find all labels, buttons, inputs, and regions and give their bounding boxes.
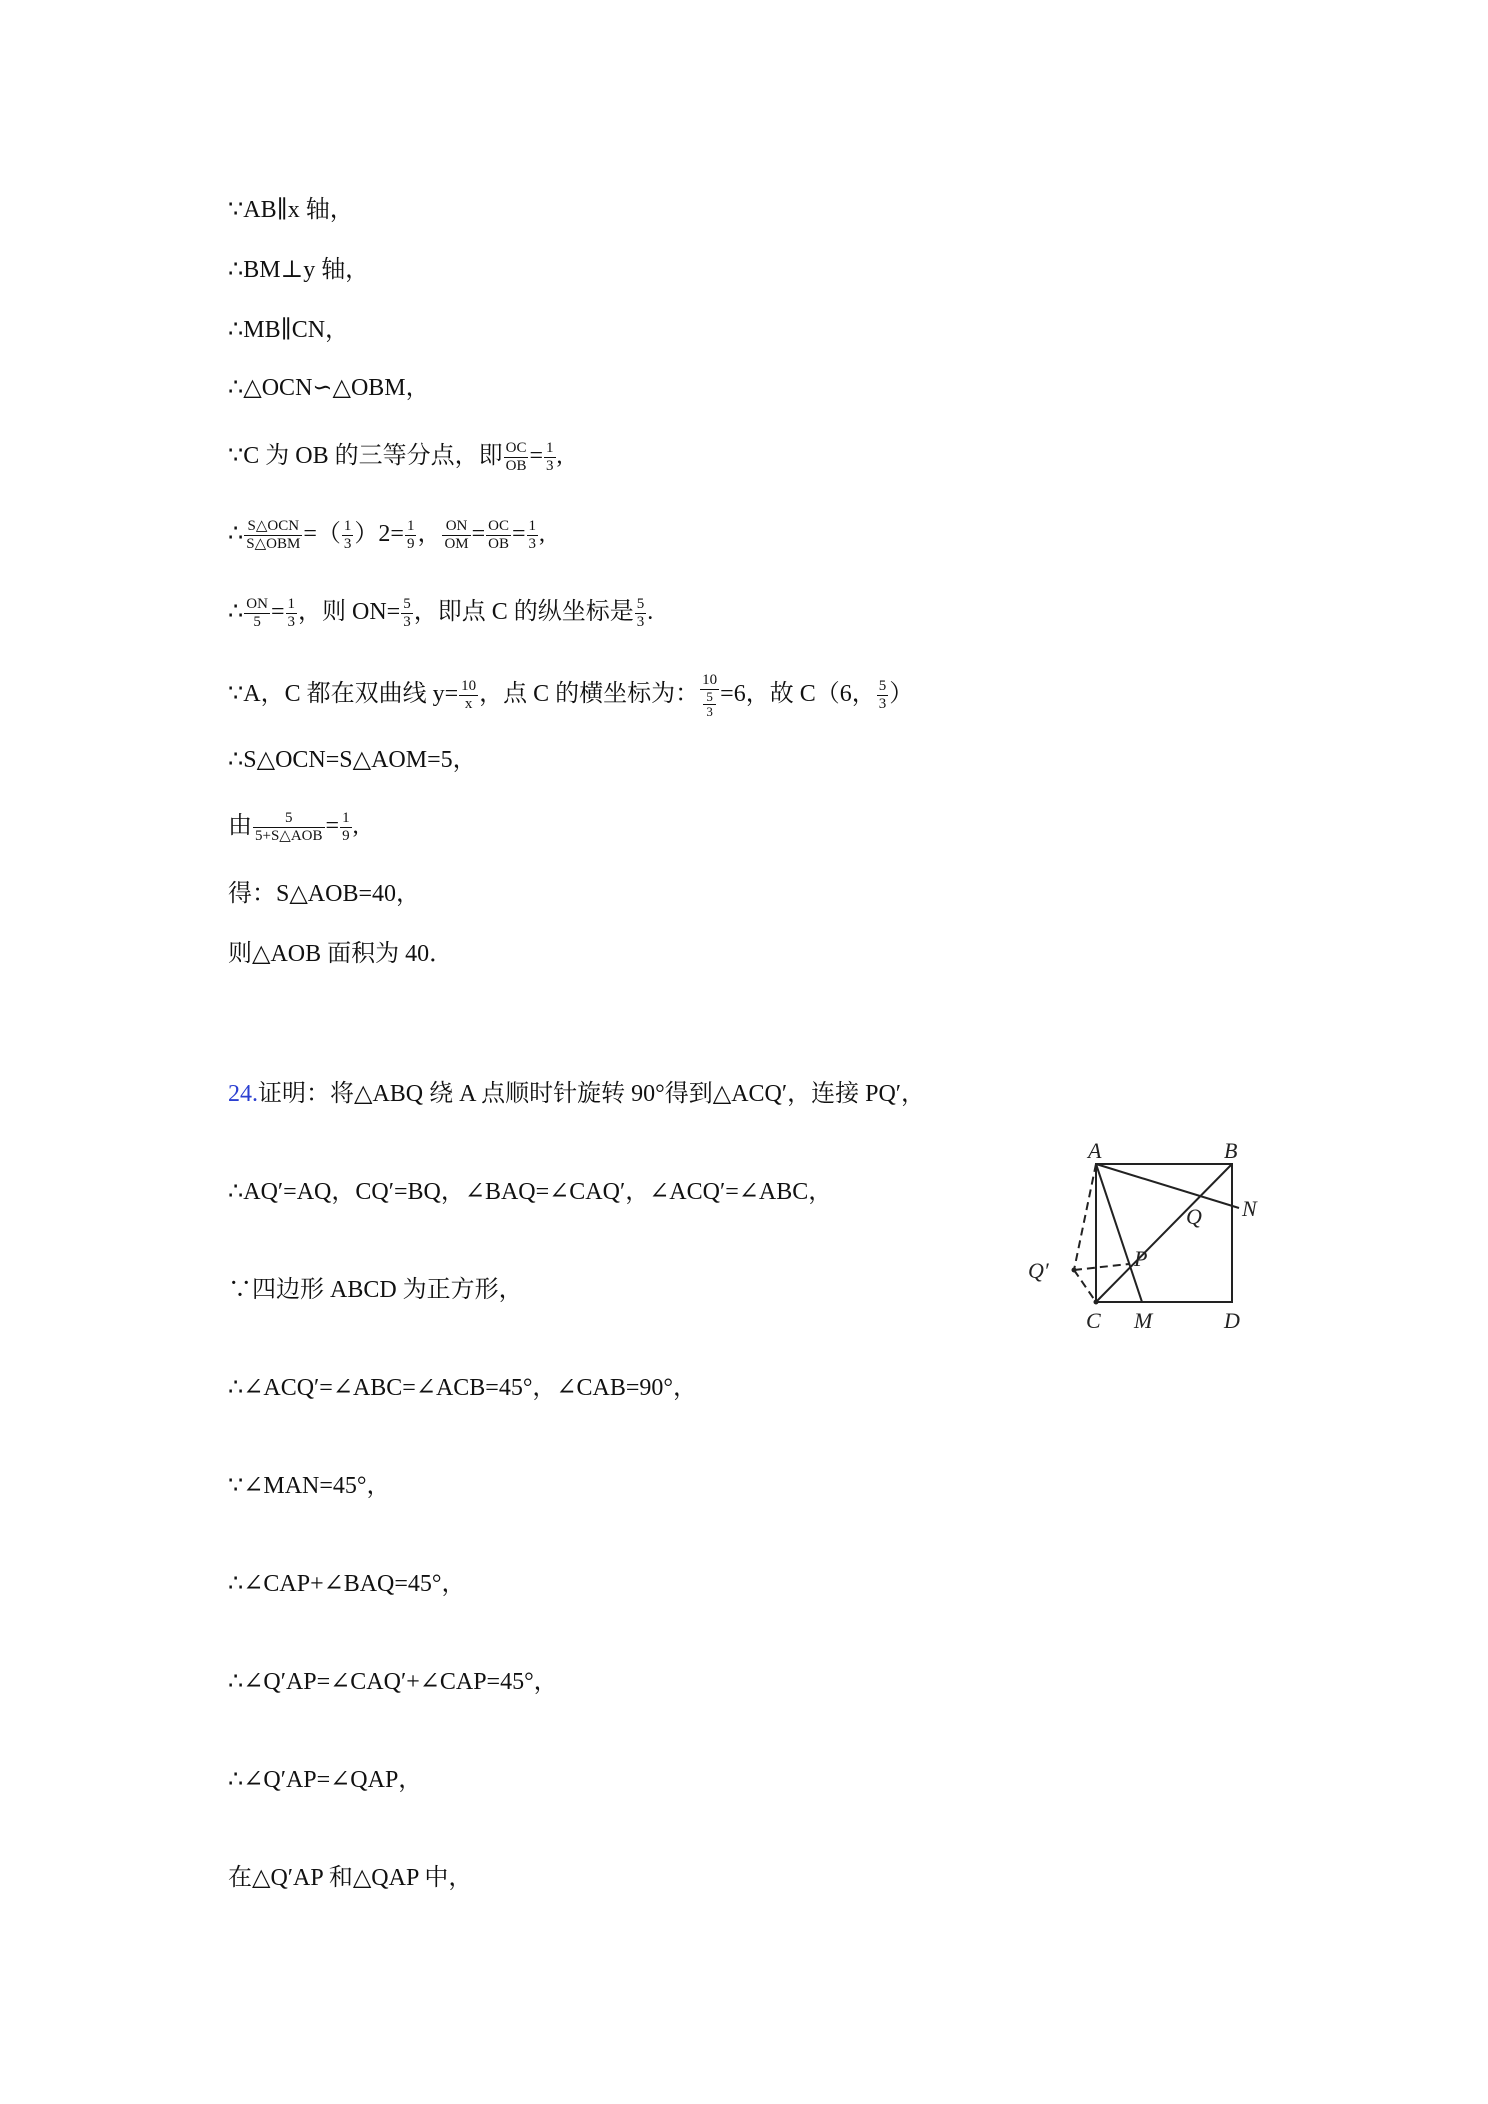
problem-24-heading: 24.证明：将△ABQ 绕 A 点顺时针旋转 90°得到△ACQ′，连接 PQ′， [228,1081,926,1107]
fraction: $\frac{5}{\text{5+S△AOB}}$ [255,809,323,844]
square-geometry-figure [1010,1140,1280,1350]
fraction: $\frac{1}{3}$ [528,517,537,552]
label-b: B [1224,1140,1238,1163]
proof-line-29: ∴∠CAP+∠BAQ=45°， [228,1571,466,1597]
fraction: $\frac{5}{3}$ [636,595,645,630]
label-q-prime: Q′ [1028,1258,1049,1283]
proof-line-3: ∴MB∥CN， [228,317,350,343]
text: ∵C 为 OB 的三等分点，即 [228,443,503,469]
fraction: $\frac{1}{3}$ [546,439,554,474]
proof-line-2: ∴BM⊥y 轴， [228,257,370,283]
label-c: C [1086,1308,1101,1333]
proof-line-7: ∴ $\frac{ON}{5}$ = $\frac{1}{3}$ ，则 ON= $\frac{5}{3}$ ，即点 C 的纵坐标是 $\frac{5}{3}$ . [228,595,654,630]
proof-line-32: 在△Q′AP 和△QAP 中， [228,1865,473,1891]
label-a: A [1088,1140,1102,1163]
proof-line-26: ∵四边形 ABCD 为正方形， [228,1277,523,1303]
label-n: N [1242,1196,1257,1221]
point-q-prime [1072,1268,1077,1273]
proof-line-5: ∵C 为 OB 的三等分点，即 $\frac{OC}{OB}$ = $\frac{1}{3}$ , [228,439,563,474]
proof-line-25: ∴AQ′=AQ，CQ′=BQ，∠BAQ=∠CAQ′，∠ACQ′=∠ABC， [228,1179,833,1205]
proof-line-10: 由 $\frac{5}{\text{5+S△AOB}}$ = $\frac{1}{9}$ , [228,809,359,844]
line-am [1096,1164,1142,1302]
fraction: 5 3 [701,690,718,719]
proof-line-4: ∴△OCN∽△OBM， [228,375,430,401]
label-m: M [1134,1308,1153,1333]
dashed-cq-prime [1074,1270,1096,1302]
proof-line-30: ∴∠Q′AP=∠CAQ′+∠CAP=45°， [228,1669,558,1695]
fraction: $\frac{5}{3}$ [403,595,411,630]
fraction: $\frac{1}{9}$ [342,809,350,844]
proof-line-27: ∴∠ACQ′=∠ABC=∠ACB=45°，∠CAB=90°， [228,1375,698,1401]
proof-line-9: ∴S△OCN=S△AOM=5， [228,747,477,773]
label-q: Q [1186,1204,1202,1229]
proof-line-11: 得：S△AOB=40， [228,881,421,907]
proof-line-8: ∵A，C 都在双曲线 y= $\frac{10}{x}$ ，点 C 的横坐标为： 10 5 3 =6，故 C（6， $\frac{5}{3}$ ） [228,672,914,719]
label-d: D [1224,1308,1240,1333]
fraction: $\frac{1}{3}$ [287,595,295,630]
proof-line-28: ∵∠MAN=45°， [228,1473,391,1499]
label-p: P [1134,1246,1148,1271]
proof-line-1: ∵AB∥x 轴， [228,197,354,223]
fraction: $\frac{\text{S△OCN}}{\text{S△OBM}}$ [246,517,301,552]
question-number: 24. [228,1081,258,1107]
fraction: $\frac{1}{9}$ [406,517,415,552]
dashed-aq-prime [1074,1164,1096,1270]
fraction: $\frac{ON}{5}$ [246,595,268,630]
fraction: $\frac{OC}{OB}$ [505,439,527,474]
proof-line-12: 则△AOB 面积为 40． [228,941,454,967]
fraction: $\frac{1}{3}$ [343,517,352,552]
fraction: $\frac{10}{x}$ [461,678,477,712]
fraction: $\frac{ON}{OM}$ [444,517,469,552]
point-c [1094,1300,1099,1305]
fraction: $\frac{5}{3}$ [878,678,887,712]
dashed-pq-prime [1074,1264,1129,1270]
proof-line-6: ∴ $\frac{\text{S△OCN}}{\text{S△OBM}}$ =（ $\frac{1}{3}$ ）2= $\frac{1}{9}$ ， $\frac{ON}{OM}$ = $\frac{OC}{OB}$ = $\frac{1}{3}$ , [228,517,546,552]
fraction: 10 5 3 [702,672,718,719]
proof-line-31: ∴∠Q′AP=∠QAP， [228,1767,423,1793]
fraction: $\frac{OC}{OB}$ [488,517,509,552]
line-an [1096,1164,1239,1208]
